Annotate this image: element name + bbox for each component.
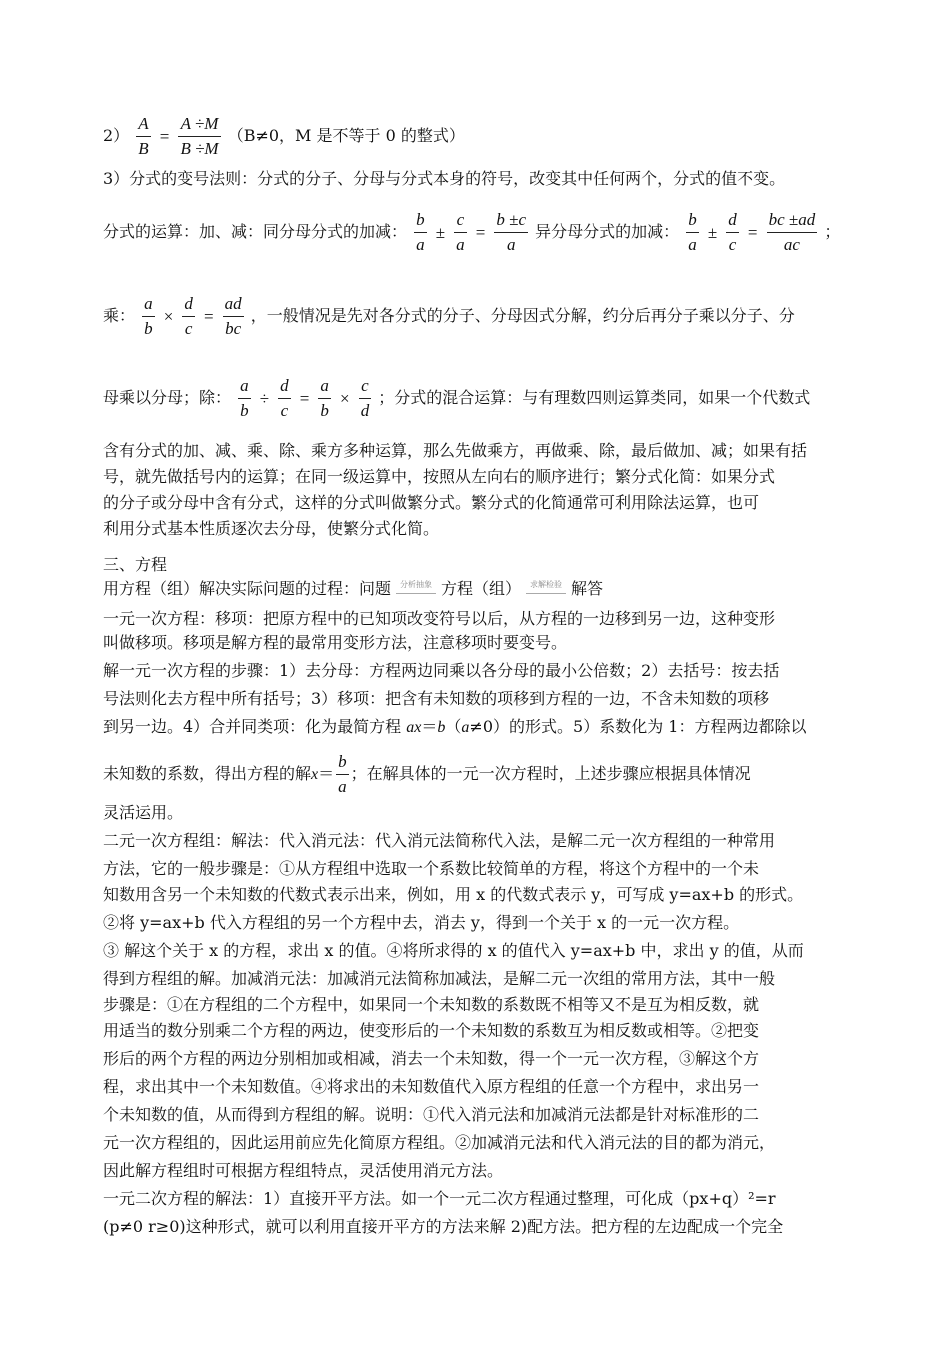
text-segment: ；分式的混合运算：与有理数四则运算类同，如果一个代数式 — [378, 388, 811, 407]
math-var: ax — [406, 719, 422, 736]
arrow-label: 分析抽象 — [400, 579, 433, 589]
fraction-a-over-b — [136, 112, 150, 161]
numerator: A ÷M — [178, 112, 220, 137]
sign-rule-line: 3）分式的变号法则：分式的分子、分母与分式本身的符号，改变其中任何两个，分式的值不变。 — [103, 169, 786, 188]
times-sign: × — [340, 388, 350, 408]
paragraph-line: 利用分式基本性质逐次去分母，使繁分式化简。 — [103, 519, 440, 538]
paragraph-line: 含有分式的加、减、乘、除、乘方多种运算，那么先做乘方，再做乘、除，最后做加、减；如果有括 — [103, 441, 808, 460]
paragraph-line: 知数用含另一个未知数的代数式表示出来，例如，用 x 的代数式表示 y，可写成 y=ax+b 的形式。 — [103, 885, 804, 904]
numerator: d — [182, 292, 195, 317]
equals-sign: ＝ — [421, 717, 438, 736]
fraction-a-div-m — [178, 112, 220, 161]
add-subtract-line — [103, 208, 840, 257]
text-segment: 方程（组） — [441, 579, 522, 598]
denominator: ac — [783, 235, 800, 254]
denominator: b — [240, 401, 249, 420]
paragraph-line: 的分子或分母中含有分式，这样的分式叫做繁分式。繁分式的化简通常可利用除法运算，也可 — [103, 493, 760, 512]
fraction — [494, 208, 528, 257]
paragraph-line: 用适当的数分别乘二个方程的两边，使变形后的一个未知数的系数互为相反数或相等。②把变 — [103, 1021, 760, 1040]
math-var: x — [311, 766, 319, 783]
arrow-line — [526, 593, 566, 594]
paragraph-line: 得到方程组的解。加减消元法：加减消元法简称加减法，是解二元一次组的常用方法，其中一般 — [103, 969, 776, 988]
equals-sign: = — [747, 222, 758, 242]
paragraph-line: (p≠0 r≥0)这种形式，就可以利用直接开平方的方法来解 2)配方法。把方程的左边配成一个完全 — [103, 1217, 784, 1236]
denominator: d — [360, 401, 370, 420]
numerator: ad — [223, 292, 244, 317]
text-segment: 母乘以分母；除： — [103, 388, 232, 407]
numerator: a — [318, 374, 331, 399]
text-segment: ；在解具体的一元一次方程时，上述步骤应根据具体情况 — [350, 764, 751, 783]
numerator: b — [414, 208, 427, 233]
fraction — [182, 292, 195, 341]
paragraph-line: 叫做移项。移项是解方程的最常用变形方法，注意移项时要变号。 — [103, 633, 568, 652]
paragraph-line: 形后的两个方程的两边分别相加或相减，消去一个未知数，得一个一元一次方程，③解这个方 — [103, 1049, 760, 1068]
paragraph-line: 一元二次方程的解法：1）直接开平方法。如一个一元二次方程通过整理，可化成（px+q）²=r — [103, 1189, 776, 1208]
paragraph-line: 二元一次方程组：解法：代入消元法：代入消元法简称代入法，是解二元一次方程组的一种常用 — [103, 831, 776, 850]
paragraph-line: 号，就先做括号内的运算；在同一级运算中，按照从左向右的顺序进行；繁分式化简：如果分式 — [103, 467, 776, 486]
fraction — [142, 292, 155, 341]
numerator: a — [142, 292, 155, 317]
fraction — [238, 374, 251, 423]
denominator: B ÷M — [180, 139, 219, 158]
text-segment: 解答 — [571, 579, 604, 598]
denominator: B — [138, 139, 149, 158]
denominator: a — [416, 235, 425, 254]
fraction-b-over-a — [336, 750, 349, 799]
fraction — [767, 208, 818, 257]
times-sign: × — [163, 306, 174, 326]
paragraph-line: 个未知数的值，从而得到方程组的解。说明：①代入消元法和加减消元法都是针对标准形的二 — [103, 1105, 760, 1124]
text-segment: 到另一边。4）合并同类项：化为最简方程 — [103, 717, 407, 736]
plus-minus-sign: ± — [707, 222, 718, 242]
denominator: b — [144, 319, 153, 338]
equals-sign: = — [203, 306, 214, 326]
fraction — [414, 208, 427, 257]
numerator: c — [454, 208, 467, 233]
equals-sign: = — [475, 222, 486, 242]
text-segment: 未知数的系数，得出方程的解 — [103, 764, 312, 783]
paragraph-line: 步骤是：①在方程组的二个方程中，如果同一个未知数的系数既不相等又不是互为相反数，就 — [103, 995, 760, 1014]
item-number: 2） — [103, 126, 130, 145]
numerator: A — [136, 112, 150, 137]
fraction — [278, 374, 291, 423]
numerator: d — [278, 374, 291, 399]
equals-sign: = — [159, 126, 170, 146]
denominator: a — [688, 235, 697, 254]
math-var: a — [461, 719, 470, 736]
fraction — [223, 292, 244, 341]
equals-sign: = — [299, 388, 310, 408]
arrow-analyze — [394, 579, 438, 601]
numerator: d — [726, 208, 739, 233]
arrow-label: 求解检验 — [530, 579, 563, 589]
paragraph-line: 号法则化去方程中所有括号；3）移项：把含有未知数的项移到方程的一边，不含未知数的项移 — [103, 689, 770, 708]
denominator: bc — [225, 319, 242, 338]
fraction — [454, 208, 467, 257]
arrow-solve — [524, 579, 568, 601]
fraction-property-line — [103, 112, 465, 161]
numerator: c — [359, 374, 372, 399]
paragraph-line: 灵活运用。 — [103, 803, 184, 822]
math-var: b — [437, 719, 446, 736]
paragraph-line: ②将 y=ax+b 代入方程组的另一个方程中去，消去 y，得到一个关于 x 的一元一次方程。 — [103, 913, 740, 932]
denominator: c — [280, 401, 289, 420]
paragraph-line: ③ 解这个关于 x 的方程，求出 x 的值。④将所求得的 x 的值代入 y=ax+b 中，求出 y 的值，从而 — [103, 941, 804, 960]
text-segment: ，一般情况是先对各分式的分子、分母因式分解，约分后再分子乘以分子、分 — [250, 306, 795, 325]
numerator: b — [686, 208, 699, 233]
plus-minus-sign: ± — [435, 222, 446, 242]
divide-line — [103, 374, 810, 423]
paragraph-line: 程，求出其中一个未知数值。④将求出的未知数值代入原方程组的任意一个方程中，求出另一 — [103, 1077, 760, 1096]
multiply-line — [103, 292, 795, 341]
solution-line — [103, 750, 751, 799]
divide-sign: ÷ — [259, 388, 270, 408]
text-segment: ≠0 — [469, 717, 494, 736]
fraction — [318, 374, 331, 423]
fraction — [359, 374, 372, 423]
fraction — [726, 208, 739, 257]
denominator: c — [184, 319, 193, 338]
paragraph-line: 元一次方程组的，因此运用前应先化简原方程组。②加减消元法和代入消元法的目的都为消元， — [103, 1133, 776, 1152]
paragraph-line: 因此解方程组时可根据方程组特点，灵活使用消元方法。 — [103, 1161, 504, 1180]
denominator: a — [506, 235, 516, 254]
numerator: b ±c — [494, 208, 528, 233]
text-segment: 乘： — [103, 306, 136, 325]
process-line — [103, 578, 603, 601]
denominator: a — [456, 235, 465, 254]
text-segment: ； — [824, 222, 841, 241]
simplest-equation-line — [103, 716, 806, 739]
denominator: a — [338, 777, 347, 796]
denominator: c — [728, 235, 737, 254]
text-segment: ）的形式。5）系数化为 1：方程两边都除以 — [493, 717, 807, 736]
text-segment: 异分母分式的加减： — [535, 222, 680, 241]
paragraph-line: 方法，它的一般步骤是：①从方程组中选取一个系数比较简单的方程，将这个方程中的一个未 — [103, 859, 760, 878]
text-segment: （ — [445, 717, 462, 736]
equals-sign: ＝ — [318, 764, 335, 783]
numerator: bc ±ad — [767, 208, 818, 233]
paragraph-line: 一元一次方程：移项：把原方程中的已知项改变符号以后，从方程的一边移到另一边，这种变形 — [103, 609, 776, 628]
section-heading: 三、方程 — [103, 555, 168, 574]
denominator: b — [320, 401, 329, 420]
text-segment: 用方程（组）解决实际问题的过程：问题 — [103, 579, 392, 598]
fraction — [686, 208, 699, 257]
condition-note: （B≠0，M 是不等于 0 的整式） — [227, 126, 465, 145]
text-segment: 分式的运算：加、减：同分母分式的加减： — [103, 222, 408, 241]
arrow-line — [396, 593, 436, 594]
numerator: b — [336, 750, 349, 775]
numerator: a — [238, 374, 251, 399]
paragraph-line: 解一元一次方程的步骤：1）去分母：方程两边同乘以各分母的最小公倍数；2）去括号：按去括 — [103, 661, 780, 680]
